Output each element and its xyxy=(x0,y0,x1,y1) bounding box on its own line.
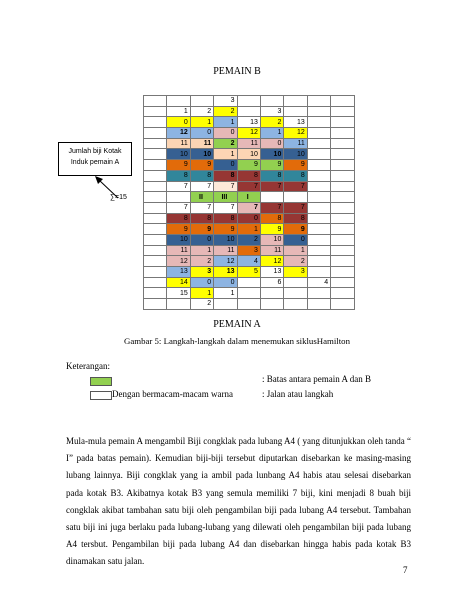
grid-cell xyxy=(331,117,354,128)
callout-line-2: Induk pemain A xyxy=(70,159,120,166)
grid-cell xyxy=(307,170,330,181)
grid-cell xyxy=(237,106,260,117)
grid-cell xyxy=(307,138,330,149)
grid-cell: 13 xyxy=(167,267,190,278)
grid-cell: III xyxy=(214,192,237,203)
grid-cell xyxy=(307,256,330,267)
body-paragraph: Mula-mula pemain A mengambil Biji congklak pada lubang A4 ( yang ditunjukkan oleh tanda “ I” pada batas pemain). Kemudian biji-biji tersebut diputarkan disebarkan ke masing-masing lubang lainnya. Biji congklak yang ia ambil pada lunbang A4 habis atau selesai disebarkan pada kotak B3. Akibatnya kotak B3 yang semula memiliki 7 biji, kini menjadi 8 buah biji congklak akibat tambahan satu biji oleh pengambilan biji pada lubang A4 tersebut. Tambahan satu biji ini juga berlaku pada lubang-lubang yang dilewati oleh pengambilan biji pada lubang A4 tersbut. Pengambilan biji pada lubang A4 dan disebarkan hingga habis pada kotak B3 dinamakan satu jalan. xyxy=(66,436,411,567)
grid-row xyxy=(144,234,355,245)
grid-row xyxy=(144,96,355,107)
grid-cell: 8 xyxy=(260,213,283,224)
page-number: 7 xyxy=(403,565,408,575)
grid-cell xyxy=(307,192,330,203)
grid-cell: 15 xyxy=(167,288,190,299)
grid-cell: 2 xyxy=(214,106,237,117)
grid-cell: 1 xyxy=(214,117,237,128)
grid-cell xyxy=(331,234,354,245)
grid-cell: 7 xyxy=(167,181,190,192)
grid-cell xyxy=(331,245,354,256)
grid-cell: 8 xyxy=(237,170,260,181)
grid-row xyxy=(144,128,355,139)
grid-cell: 1 xyxy=(190,245,213,256)
grid-cell: 4 xyxy=(307,277,330,288)
grid-cell: 3 xyxy=(260,106,283,117)
grid-row xyxy=(144,256,355,267)
grid-cell: II xyxy=(190,192,213,203)
grid-cell xyxy=(260,96,283,107)
grid-cell xyxy=(331,202,354,213)
grid-cell: 8 xyxy=(284,213,307,224)
grid-cell: 1 xyxy=(260,128,283,139)
grid-cell: 9 xyxy=(167,160,190,171)
grid-cell xyxy=(307,288,330,299)
grid-cell: 10 xyxy=(237,149,260,160)
grid-cell xyxy=(331,299,354,310)
grid-cell: 7 xyxy=(260,202,283,213)
grid-cell xyxy=(190,96,213,107)
grid-cell: 0 xyxy=(237,213,260,224)
grid-cell: 12 xyxy=(167,256,190,267)
grid-cell xyxy=(144,181,167,192)
grid-cell: 8 xyxy=(260,170,283,181)
grid-cell xyxy=(331,288,354,299)
grid-cell: 11 xyxy=(214,245,237,256)
grid-cell xyxy=(307,213,330,224)
legend-path-desc: : Jalan atau langkah xyxy=(262,389,334,399)
grid-cell: 8 xyxy=(284,170,307,181)
grid-cell xyxy=(284,277,307,288)
grid-cell: 8 xyxy=(190,170,213,181)
grid-cell: 2 xyxy=(260,117,283,128)
grid-row xyxy=(144,138,355,149)
grid-cell xyxy=(331,277,354,288)
grid-cell xyxy=(144,160,167,171)
grid-cell xyxy=(237,288,260,299)
grid-cell xyxy=(284,299,307,310)
grid-cell xyxy=(331,138,354,149)
grid-cell: 1 xyxy=(190,288,213,299)
grid-cell: 0 xyxy=(190,277,213,288)
grid-cell: 3 xyxy=(190,267,213,278)
legend-green-swatch xyxy=(90,377,112,386)
grid-cell: 9 xyxy=(214,224,237,235)
grid-cell: 0 xyxy=(214,160,237,171)
grid-cell xyxy=(144,192,167,203)
grid-cell xyxy=(331,96,354,107)
grid-cell: 9 xyxy=(237,160,260,171)
grid-cell xyxy=(214,299,237,310)
grid-cell: 10 xyxy=(167,149,190,160)
grid-cell: 11 xyxy=(260,245,283,256)
grid-cell xyxy=(237,277,260,288)
grid-cell xyxy=(260,192,283,203)
grid-cell xyxy=(144,202,167,213)
grid-row xyxy=(144,224,355,235)
grid-cell: 4 xyxy=(237,256,260,267)
grid-cell xyxy=(307,245,330,256)
callout-line-1: Jumlah biji Kotak xyxy=(68,148,122,155)
grid-cell xyxy=(144,170,167,181)
grid-cell: 7 xyxy=(190,202,213,213)
grid-row xyxy=(144,213,355,224)
grid-cell xyxy=(307,234,330,245)
grid-cell xyxy=(331,149,354,160)
grid-cell xyxy=(167,299,190,310)
grid-row xyxy=(144,117,355,128)
grid-cell xyxy=(237,299,260,310)
grid-cell: 3 xyxy=(237,245,260,256)
grid-cell xyxy=(167,96,190,107)
grid-cell: 7 xyxy=(284,181,307,192)
grid-cell: 6 xyxy=(260,277,283,288)
grid-cell xyxy=(260,299,283,310)
grid-cell: 9 xyxy=(190,224,213,235)
grid-cell: 2 xyxy=(284,256,307,267)
grid-row xyxy=(144,288,355,299)
grid-cell: 2 xyxy=(190,299,213,310)
grid-cell xyxy=(307,106,330,117)
grid-cell: 9 xyxy=(284,224,307,235)
grid-cell: 1 xyxy=(214,288,237,299)
grid-cell: 0 xyxy=(214,277,237,288)
legend-path-text: Dengan bermacam-macam warna xyxy=(112,389,233,399)
grid-cell xyxy=(307,267,330,278)
grid-row xyxy=(144,299,355,310)
player-a-label: PEMAIN A xyxy=(213,319,261,330)
grid-cell xyxy=(144,128,167,139)
grid-cell xyxy=(144,299,167,310)
grid-cell xyxy=(331,181,354,192)
legend-heading: Keterangan: xyxy=(66,361,110,371)
grid-cell xyxy=(144,234,167,245)
grid-cell: 2 xyxy=(214,138,237,149)
grid-cell: 9 xyxy=(260,160,283,171)
grid-cell: 3 xyxy=(214,96,237,107)
grid-cell: 12 xyxy=(237,128,260,139)
grid-cell xyxy=(144,224,167,235)
grid-cell: 7 xyxy=(214,202,237,213)
grid-row xyxy=(144,277,355,288)
grid-cell: 1 xyxy=(167,106,190,117)
grid-cell xyxy=(167,192,190,203)
grid-cell xyxy=(144,245,167,256)
grid-cell xyxy=(307,224,330,235)
grid-cell xyxy=(144,267,167,278)
grid-cell: 10 xyxy=(284,149,307,160)
congklak-grid-table xyxy=(143,95,355,310)
grid-cell xyxy=(307,299,330,310)
grid-cell: 10 xyxy=(260,149,283,160)
grid-row xyxy=(144,149,355,160)
grid-cell: 5 xyxy=(237,267,260,278)
grid-cell: 7 xyxy=(167,202,190,213)
grid-cell: 12 xyxy=(260,256,283,267)
grid-cell xyxy=(307,117,330,128)
grid-cell: I xyxy=(237,192,260,203)
callout-box xyxy=(58,142,132,176)
grid-row xyxy=(144,202,355,213)
grid-cell xyxy=(307,149,330,160)
grid-cell: 0 xyxy=(190,234,213,245)
grid-cell xyxy=(144,149,167,160)
grid-cell: 10 xyxy=(214,234,237,245)
grid-cell xyxy=(144,117,167,128)
grid-cell xyxy=(284,192,307,203)
grid-cell: 13 xyxy=(284,117,307,128)
grid-cell: 10 xyxy=(167,234,190,245)
grid-cell: 0 xyxy=(284,234,307,245)
grid-cell: 8 xyxy=(167,213,190,224)
grid-cell: 7 xyxy=(237,181,260,192)
grid-cell: 9 xyxy=(260,224,283,235)
grid-cell xyxy=(237,96,260,107)
legend-white-swatch xyxy=(90,391,112,400)
grid-cell xyxy=(284,288,307,299)
grid-row xyxy=(144,170,355,181)
grid-cell xyxy=(260,288,283,299)
grid-cell xyxy=(284,106,307,117)
grid-cell xyxy=(144,277,167,288)
grid-cell: 13 xyxy=(237,117,260,128)
grid-cell: 0 xyxy=(214,128,237,139)
player-b-label: PEMAIN B xyxy=(213,66,261,77)
grid-cell: 7 xyxy=(214,181,237,192)
grid-cell: 8 xyxy=(167,170,190,181)
grid-cell xyxy=(331,106,354,117)
grid-cell: 7 xyxy=(260,181,283,192)
grid-cell xyxy=(307,128,330,139)
grid-cell: 3 xyxy=(284,267,307,278)
grid-cell: 0 xyxy=(167,117,190,128)
grid-row xyxy=(144,160,355,171)
grid-row xyxy=(144,192,355,203)
grid-cell xyxy=(331,267,354,278)
grid-cell xyxy=(144,106,167,117)
grid-cell xyxy=(144,138,167,149)
grid-cell xyxy=(331,224,354,235)
grid-cell xyxy=(331,192,354,203)
grid-cell: 11 xyxy=(167,138,190,149)
grid-cell: 11 xyxy=(190,138,213,149)
grid-cell: 1 xyxy=(214,149,237,160)
grid-cell xyxy=(331,170,354,181)
grid-cell xyxy=(331,128,354,139)
grid-row xyxy=(144,106,355,117)
grid-row xyxy=(144,267,355,278)
grid-cell: 2 xyxy=(237,234,260,245)
grid-cell: 10 xyxy=(260,234,283,245)
grid-row xyxy=(144,245,355,256)
grid-cell: 7 xyxy=(190,181,213,192)
grid-cell xyxy=(144,96,167,107)
grid-cell: 0 xyxy=(260,138,283,149)
grid-cell: 1 xyxy=(237,224,260,235)
grid-cell: 12 xyxy=(167,128,190,139)
grid-cell xyxy=(307,160,330,171)
grid-cell xyxy=(331,256,354,267)
grid-cell: 8 xyxy=(214,170,237,181)
legend-boundary-desc: : Batas antara pemain A dan B xyxy=(262,374,371,384)
grid-cell xyxy=(144,213,167,224)
grid-cell: 1 xyxy=(284,245,307,256)
grid-cell: 13 xyxy=(214,267,237,278)
grid-cell: 1 xyxy=(190,117,213,128)
grid-cell: 0 xyxy=(190,128,213,139)
grid-cell xyxy=(307,96,330,107)
grid-cell xyxy=(331,213,354,224)
grid-cell: 8 xyxy=(214,213,237,224)
grid-cell: 14 xyxy=(167,277,190,288)
grid-cell: 12 xyxy=(284,128,307,139)
grid-cell: 12 xyxy=(214,256,237,267)
grid-cell xyxy=(331,160,354,171)
grid-cell xyxy=(284,96,307,107)
grid-cell: 11 xyxy=(284,138,307,149)
grid-cell: 7 xyxy=(237,202,260,213)
grid-cell xyxy=(307,181,330,192)
grid-cell: 11 xyxy=(237,138,260,149)
grid-cell: 9 xyxy=(190,160,213,171)
grid-cell xyxy=(144,256,167,267)
grid-row xyxy=(144,181,355,192)
grid-cell xyxy=(144,288,167,299)
grid-cell: 9 xyxy=(284,160,307,171)
figure-caption: Gambar 5: Langkah-langkah dalam menemukan siklusHamilton xyxy=(124,336,350,346)
sum-label: ∑=15 xyxy=(110,194,127,201)
grid-cell: 10 xyxy=(190,149,213,160)
grid-cell: 9 xyxy=(167,224,190,235)
grid-cell xyxy=(307,202,330,213)
grid-cell: 7 xyxy=(284,202,307,213)
grid-cell: 2 xyxy=(190,106,213,117)
grid-cell: 13 xyxy=(260,267,283,278)
grid-cell: 8 xyxy=(190,213,213,224)
grid-cell: 2 xyxy=(190,256,213,267)
grid-cell: 11 xyxy=(167,245,190,256)
